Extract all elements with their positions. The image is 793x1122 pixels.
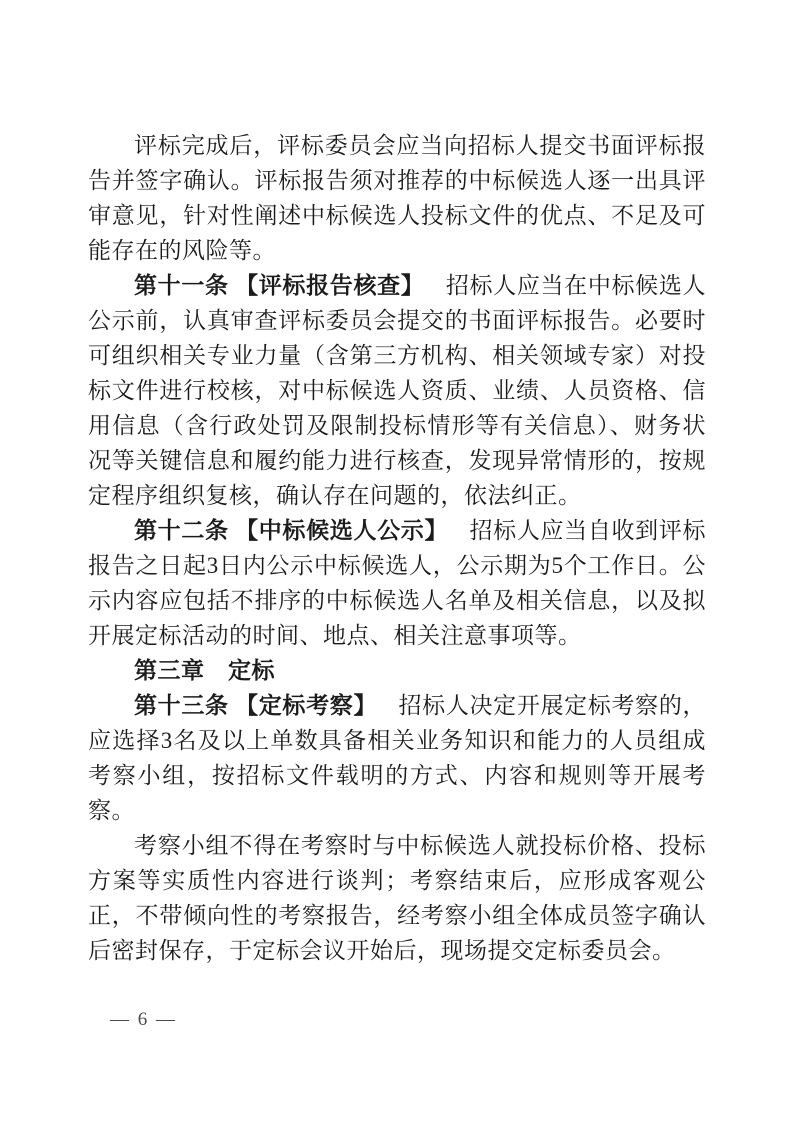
clause-title: 第十一条 【评标报告核查】 xyxy=(134,273,425,298)
paragraph-evaluation-report xyxy=(88,128,706,268)
chapter-heading: 第三章 定标 xyxy=(134,657,275,683)
page-number: — 6 — xyxy=(110,1009,177,1030)
paragraph-text: 考察小组不得在考察时与中标候选人就投标价格、投标方案等实质性内容进行谈判；考察结束后，应形成客观公正，不带倾向性的考察报告，经考察小组全体成员签字确认后密封保存，于定标会议开始后，现场提交定标委员会。 xyxy=(88,833,706,963)
document-body xyxy=(88,128,706,968)
clause-text: 招标人应当自收到评标报告之日起3日内公示中标候选人，公示期为5个工作日。公示内容应包括不排序的中标候选人名单及相关信息，以及拟开展定标活动的时间、地点、相关注意事项等。 xyxy=(88,518,707,648)
clause-11-report-verification xyxy=(88,268,706,513)
paragraph-text: 评标完成后，评标委员会应当向招标人提交书面评标报告并签字确认。评标报告须对推荐的中标候选人逐一出具评审意见，针对性阐述中标候选人投标文件的优点、不足及可能存在的风险等。 xyxy=(88,133,706,263)
clause-12-candidate-publicity xyxy=(88,513,706,653)
clause-text: 招标人应当在中标候选人公示前，认真审查评标委员会提交的书面评标报告。必要时可组织相关专业力量（含第三方机构、相关领域专家）对投标文件进行校核，对中标候选人资质、业绩、人员资格、信用信息（含行政处罚及限制投标情形等有关信息）、财务状况等关键信息和履约能力进行核查，发现异常情形的，按规定程序组织复核，确认存在问题的，依法纠正。 xyxy=(88,273,707,508)
paragraph-inspection-team xyxy=(88,828,706,968)
clause-title: 第十三条 【定标考察】 xyxy=(134,693,378,718)
clause-title: 第十二条 【中标候选人公示】 xyxy=(134,518,449,543)
clause-text: 招标人决定开展定标考察的，应选择3名及以上单数具备相关业务知识和能力的人员组成考察小组，按招标文件载明的方式、内容和规则等开展考察。 xyxy=(88,693,707,823)
clause-13-award-inspection xyxy=(88,688,706,828)
